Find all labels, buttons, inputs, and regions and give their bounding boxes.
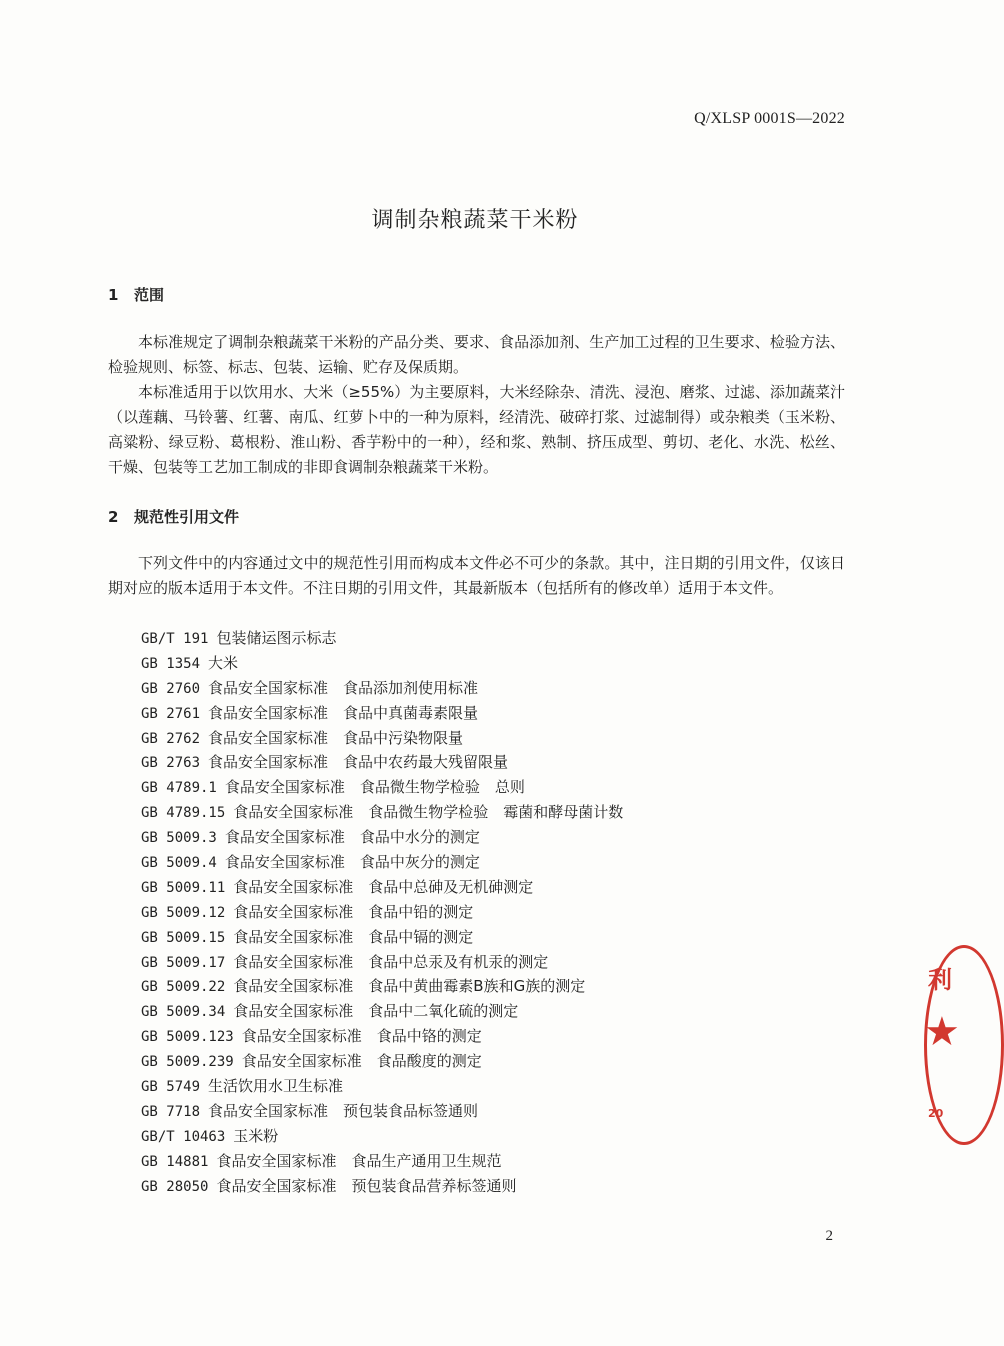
- section-1-paragraph-2: 本标准适用于以饮用水、大米（≥55%）为主要原料，大米经除杂、清洗、浸泡、磨浆、过滤、添加蔬菜汁（以莲藕、马铃薯、红薯、南瓜、红萝卜中的一种为原料，经清洗、破碎打浆、过滤制得）或杂粮类（玉米粉、高粱粉、绿豆粉、葛根粉、淮山粉、香芋粉中的一种），经和浆、熟制、挤压成型、剪切、老化、水洗、松丝、干燥、包装等工艺加工制成的非即食调制杂粮蔬菜干米粉。: [108, 383, 845, 476]
- reference-item: [141, 676, 623, 701]
- reference-title: 食品安全国家标准 食品中总砷及无机砷测定: [233, 877, 534, 896]
- reference-code: GB 2762: [141, 730, 201, 747]
- reference-title: 食品安全国家标准 食品添加剂使用标准: [208, 678, 479, 697]
- reference-item: [141, 1149, 623, 1174]
- section-1-number: 1: [108, 286, 119, 304]
- section-1-paragraph-1: 本标准规定了调制杂粮蔬菜干米粉的产品分类、要求、食品添加剂、生产加工过程的卫生要求、检验方法、检验规则、标签、标志、包装、运输、贮存及保质期。: [108, 333, 845, 376]
- reference-title: 食品安全国家标准 食品微生物学检验 霉菌和酵母菌计数: [233, 803, 624, 822]
- seal-year: 20: [928, 1107, 944, 1120]
- reference-item: [141, 1174, 623, 1199]
- reference-item: [141, 651, 623, 676]
- section-2-heading: [108, 506, 239, 527]
- document-code: Q/XLSP 0001S—2022: [694, 110, 845, 127]
- reference-title: 食品安全国家标准 食品中农药最大残留限量: [208, 753, 509, 772]
- seal-character: 利: [928, 966, 952, 994]
- reference-code: GB 4789.1: [141, 780, 217, 797]
- reference-item: [141, 626, 623, 651]
- reference-code: GB 1354: [141, 655, 201, 672]
- section-2-title: 规范性引用文件: [134, 508, 240, 526]
- section-2-number: 2: [108, 508, 119, 526]
- reference-item: [141, 900, 623, 925]
- reference-code: GB 28050: [141, 1178, 209, 1195]
- reference-item: [141, 999, 623, 1024]
- reference-code: GB 5009.12: [141, 904, 226, 921]
- reference-code: GB 5009.4: [141, 855, 217, 872]
- section-2-intro: 下列文件中的内容通过文中的规范性引用而构成本文件必不可少的条款。其中，注日期的引用文件，仅该日期对应的版本适用于本文件。不注日期的引用文件，其最新版本（包括所有的修改单）适用于本文件。: [108, 554, 845, 597]
- reference-code: GB 2760: [141, 680, 201, 697]
- reference-title: 大米: [208, 653, 239, 672]
- reference-item: [141, 1124, 623, 1149]
- reference-title: 食品安全国家标准 预包装食品标签通则: [208, 1101, 479, 1120]
- reference-title: 生活饮用水卫生标准: [208, 1077, 344, 1096]
- reference-code: GB 5009.22: [141, 979, 226, 996]
- reference-item: [141, 850, 623, 875]
- reference-item: [141, 800, 623, 825]
- reference-code: GB 5009.11: [141, 879, 226, 896]
- reference-title: 食品安全国家标准 食品生产通用卫生规范: [216, 1151, 502, 1170]
- reference-item: [141, 726, 623, 751]
- reference-code: GB 2761: [141, 705, 201, 722]
- reference-item: [141, 974, 623, 999]
- reference-title: 食品安全国家标准 食品中镉的测定: [233, 927, 474, 946]
- reference-item: [141, 750, 623, 775]
- reference-code: GB 5749: [141, 1079, 201, 1096]
- reference-title: 食品安全国家标准 食品中真菌毒素限量: [208, 703, 479, 722]
- reference-list: [141, 626, 623, 1198]
- reference-title: 食品安全国家标准 食品中水分的测定: [224, 828, 480, 847]
- reference-item: [141, 1099, 623, 1124]
- reference-title: 食品安全国家标准 食品中总汞及有机汞的测定: [233, 952, 549, 971]
- section-1-heading: [108, 284, 164, 305]
- reference-title: 食品安全国家标准 食品中二氧化硫的测定: [233, 1002, 519, 1021]
- reference-item: [141, 875, 623, 900]
- reference-title: 食品安全国家标准 食品酸度的测定: [241, 1052, 482, 1071]
- reference-title: 食品安全国家标准 食品中铅的测定: [233, 902, 474, 921]
- reference-title: 食品安全国家标准 食品中铬的测定: [241, 1027, 482, 1046]
- reference-code: GB 5009.239: [141, 1054, 234, 1071]
- reference-code: GB 2763: [141, 755, 201, 772]
- reference-title: 食品安全国家标准 食品中污染物限量: [208, 728, 464, 747]
- reference-item: [141, 775, 623, 800]
- reference-item: [141, 950, 623, 975]
- reference-title: 食品安全国家标准 食品微生物学检验 总则: [224, 778, 525, 797]
- company-seal: [924, 945, 960, 1145]
- reference-item: [141, 825, 623, 850]
- reference-title: 食品安全国家标准 食品中黄曲霉素B族和G族的测定: [233, 977, 586, 996]
- reference-item: [141, 925, 623, 950]
- reference-item: [141, 701, 623, 726]
- reference-code: GB 4789.15: [141, 805, 226, 822]
- reference-code: GB 5009.17: [141, 954, 226, 971]
- reference-title: 食品安全国家标准 预包装食品营养标签通则: [216, 1176, 517, 1195]
- reference-item: [141, 1024, 623, 1049]
- reference-code: GB 7718: [141, 1103, 201, 1120]
- reference-title: 玉米粉: [233, 1126, 279, 1145]
- reference-code: GB/T 10463: [141, 1128, 226, 1145]
- reference-title: 包装储运图示标志: [216, 629, 337, 647]
- reference-code: GB 5009.123: [141, 1029, 234, 1046]
- seal-star-icon: ★: [924, 1009, 960, 1055]
- reference-code: GB 5009.3: [141, 830, 217, 847]
- reference-code: GB/T 191: [141, 631, 209, 647]
- reference-code: GB 14881: [141, 1153, 209, 1170]
- reference-title: 食品安全国家标准 食品中灰分的测定: [224, 853, 480, 872]
- section-1-title: 范围: [134, 286, 165, 304]
- reference-item: [141, 1049, 623, 1074]
- reference-item: [141, 1074, 623, 1099]
- page-title: 调制杂粮蔬菜干米粉: [371, 208, 579, 233]
- reference-code: GB 5009.34: [141, 1004, 226, 1021]
- reference-code: GB 5009.15: [141, 929, 226, 946]
- page-number: 2: [825, 1228, 833, 1244]
